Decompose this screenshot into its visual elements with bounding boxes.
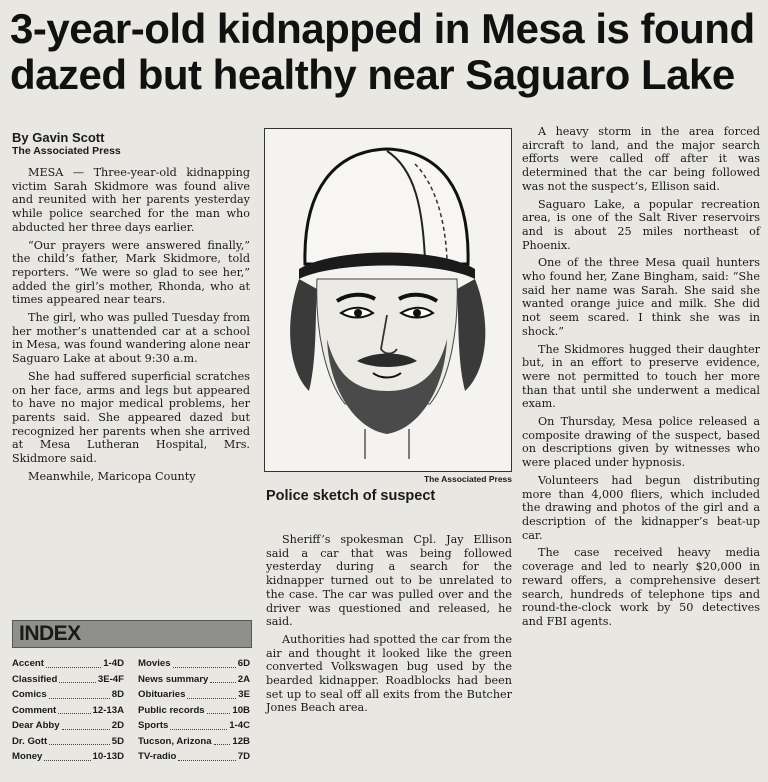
index-entry-page: 1-4D [103, 658, 124, 669]
photo-caption: Police sketch of suspect [266, 488, 436, 504]
index-column-right [138, 656, 250, 765]
index-entry-page: 8D [111, 689, 124, 700]
byline-author: By Gavin Scott [12, 130, 105, 145]
paragraph: Meanwhile, Maricopa County [28, 469, 196, 483]
index-entry [138, 749, 250, 765]
index-entry-page: 1-4C [229, 720, 250, 731]
index-entry-page: 3E-4F [97, 673, 124, 685]
index-entry [138, 703, 250, 719]
index-entry-page: 2A [237, 673, 250, 685]
paragraph: A heavy storm in the area forced aircraft to land, and the major search efforts were called off after it was determined that the car being followed was not the suspect’s, Ellison said. [522, 125, 760, 193]
dot-leader [207, 703, 231, 715]
index-entry-page: 5D [111, 735, 124, 747]
index-entry-label: Tucson, Arizona [138, 735, 212, 747]
index-entry-label: News summary [138, 673, 209, 685]
dot-leader [178, 749, 235, 761]
index-entry [12, 749, 124, 765]
index-entry [138, 656, 250, 672]
index-entry [12, 656, 124, 672]
index-entry-page: 10B [232, 704, 250, 716]
dot-leader [49, 734, 110, 746]
index-title: INDEX [19, 622, 81, 645]
index-entry [12, 734, 124, 750]
dot-leader [49, 687, 110, 699]
paragraph: Saguaro Lake, a popular recreation area, is one of the Salt River reservoirs and is about 25 miles northeast of Phoenix. [522, 197, 760, 252]
index-entry-page: 12-13A [92, 704, 124, 716]
article-column-3 [522, 125, 760, 633]
paragraph: Sheriff’s spokesman Cpl. Jay Ellison said a car that was being followed yesterday during a search for the kidnapper turned out to be unrelated to the case. The car was pulled over and the driver was questioned and released, he said. [266, 533, 512, 629]
paragraph: The case received heavy media coverage and led to nearly $20,000 in reward offers, a comprehensive desert search, hundreds of telephone tips and round-the-clock work by 50 detectives and FBI agents. [522, 546, 760, 628]
paragraph: Volunteers had begun distributing more than 4,000 fliers, which included the drawing and photos of the girl and a description of the kidnapper’s beat-up car. [522, 473, 760, 542]
article-column-2 [266, 533, 512, 719]
index-entry [12, 718, 124, 734]
index-entry-page: 6D [237, 658, 250, 669]
index-entry-label: Comics [12, 689, 47, 700]
paragraph: Authorities had spotted the car from the air and thought it looked like the green converted Volkswagen bug used by the bearded kidnapper. Roadblocks had been set up to seal off all exits from the Butcher Jones Beach area. [266, 632, 512, 715]
dot-leader [214, 734, 231, 746]
byline-organization: The Associated Press [12, 145, 121, 157]
dot-leader [58, 703, 90, 715]
suspect-sketch [264, 128, 512, 472]
paragraph: The girl, who was pulled Tuesday from her mother’s unattended car at a school in Mesa, was found wandering alone near Saguaro Lake at about 9:30 a.m. [12, 311, 250, 366]
dot-leader [187, 687, 236, 699]
suspect-sketch-drawing [265, 129, 510, 470]
dot-leader [44, 749, 90, 761]
dot-leader [210, 672, 235, 684]
index-entry [12, 672, 124, 688]
index-entry-page: 3E [238, 689, 250, 700]
index-entry-page: 2D [111, 720, 124, 731]
index-entry-page: 7D [237, 751, 250, 762]
dot-leader [173, 656, 236, 668]
paragraph: “Our prayers were answered finally,” the child’s father, Mark Skidmore, told reporters. “We were so glad to see her,” added the girl’s mother, Rhonda, who at times appeared near tears. [12, 238, 250, 307]
index-entry [12, 687, 124, 703]
index-entry-page: 10-13D [92, 751, 124, 762]
index-entry [138, 718, 250, 734]
dot-leader [170, 718, 227, 730]
index-entry-label: Public records [138, 704, 205, 716]
index-entry [12, 703, 124, 719]
headline: 3-year-old kidnapped in Mesa is found dazed but healthy near Saguaro Lake [10, 5, 755, 98]
index-entry [138, 734, 250, 750]
photo-credit: The Associated Press [423, 474, 512, 484]
index-entry [138, 672, 250, 688]
index-entry-label: Movies [138, 658, 171, 669]
paragraph: On Thursday, Mesa police released a composite drawing of the suspect, based on descriptions given by witnesses who were placed under hypnosis. [522, 415, 760, 470]
index-entry [138, 687, 250, 703]
index-entry-label: Dr. Gott [12, 735, 48, 747]
dot-leader [59, 672, 96, 684]
index-entry-label: Obituaries [138, 689, 186, 700]
index-header [12, 620, 252, 648]
index-entry-label: Sports [138, 720, 169, 731]
index-column-left [12, 656, 124, 765]
index-entry-label: Dear Abby [12, 720, 60, 731]
index-entry-label: TV-radio [138, 751, 177, 762]
index-entry-label: Money [12, 751, 43, 762]
paragraph: The Skidmores hugged their daughter but, in an effort to preserve evidence, were not permitted to touch her more than that until she underwent a medical exam. [522, 342, 760, 411]
byline [12, 130, 121, 158]
paragraph: MESA — Three-year-old kidnapping victim Sarah Skidmore was found alive and reunited with her parents yesterday while police searched for the man who abducted her three days earlier. [12, 166, 250, 234]
index-entry-page: 12B [232, 735, 250, 747]
dot-leader [46, 656, 101, 668]
index-entry-label: Classified [12, 673, 58, 685]
index-entry-label: Comment [12, 704, 57, 716]
index-entry-label: Accent [12, 658, 44, 669]
paragraph: She had suffered superficial scratches on her face, arms and legs but appeared to have no major medical problems, her parents said. She appeared dazed but recognized her parents when she arrived at Mesa Lutheran Hospital, Mrs. Skidmore said. [12, 369, 250, 466]
paragraph: One of the three Mesa quail hunters who found her, Zane Bingham, said: “She said her name was Sarah. She said she wanted orange juice and milk. She did not seem scared. I think she was in shock.” [522, 256, 760, 338]
dot-leader [62, 718, 110, 730]
article-column-1 [12, 166, 250, 487]
